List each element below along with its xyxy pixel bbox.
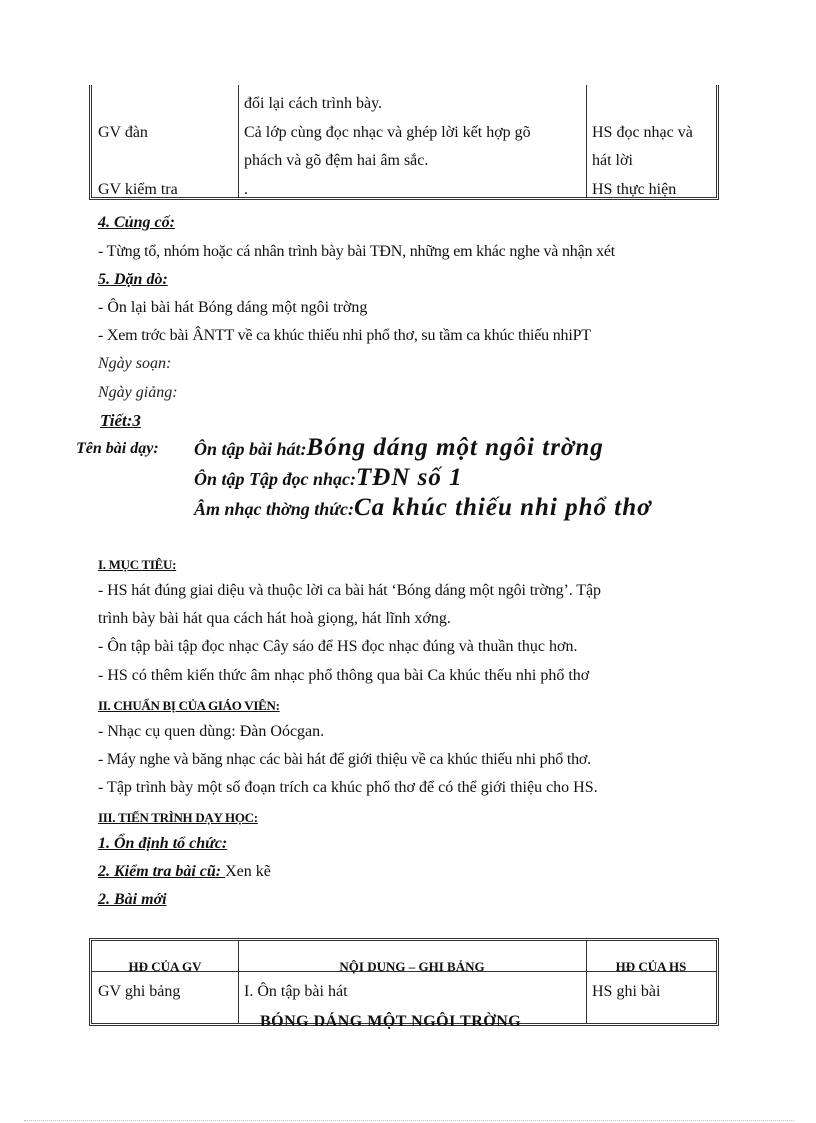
top-col2-line1: đổi lại cách trình bày. (244, 95, 383, 112)
kiem-tra-row (98, 863, 271, 881)
dan-do-heading: 5. Dặn dò: (98, 271, 168, 288)
muc-tieu-line-2: trình bày bài hát qua cách hát hoà giọng, hát lĩnh xớng. (98, 610, 451, 627)
kiem-tra-value: Xen kẽ (225, 863, 271, 880)
top-col1-line1: GV đàn (98, 124, 148, 141)
ngay-giang: Ngày giảng: (98, 384, 178, 401)
chuan-bi-line-3: - Tập trình bày một số đoạn trích ca khúc phổ thơ để có thể giới thiệu cho HS. (98, 779, 598, 796)
bottom-table (89, 938, 719, 1030)
lesson-row-1-title: Bóng dáng một ngôi trờng (306, 434, 604, 461)
top-table-divider-1 (238, 85, 239, 197)
top-col1-line2: GV kiểm tra (98, 181, 178, 198)
lesson-row-3-title: Ca khúc thiếu nhi phổ thơ (353, 494, 652, 521)
header-noi-dung: NỘI DUNG – GHI BẢNG (339, 959, 485, 974)
lesson-row-2 (194, 464, 463, 492)
lesson-row-1-prefix: Ôn tập bài hát: (194, 439, 307, 459)
muc-tieu-line-4: - HS có thêm kiến thức âm nhạc phổ thông qua bài Ca khúc thếu nhi phổ thơ (98, 667, 590, 684)
muc-tieu-line-3: - Ôn tập bài tập đọc nhạc Cây sáo để HS đọc nhạc đúng và thuần thục hơn. (98, 638, 578, 655)
bottom-col1-text: GV ghi bảng (98, 983, 181, 1000)
lesson-row-2-title: TĐN số 1 (356, 464, 463, 491)
lesson-row-3 (194, 494, 652, 522)
kiem-tra-heading: 2. Kiểm tra bài cũ: (98, 863, 226, 880)
top-table (89, 85, 719, 200)
lesson-label: Tên bài dạy: (76, 440, 159, 457)
muc-tieu-line-1: - HS hát đúng giai diệu và thuộc lời ca bài hát ‘Bóng dáng một ngôi trờng’. Tập (98, 582, 601, 599)
page-footer-dotted-line (24, 1120, 794, 1121)
tiet-label: Tiết:3 (100, 411, 141, 430)
cung-co-heading: 4. Củng cố: (98, 214, 175, 231)
header-hd-hs: HĐ CỦA HS (615, 959, 687, 974)
top-col3-line3: HS thực hiện (592, 181, 677, 198)
cung-co-text: - Từng tổ, nhóm hoặc cá nhân trình bày bài TĐN, những em khác nghe và nhận xét (98, 243, 616, 260)
bai-moi-heading: 2. Bài mới (98, 891, 167, 908)
on-dinh-heading: 1. Ổn định tổ chức: (98, 835, 228, 852)
dan-do-item-1: - Ôn lại bài hát Bóng dáng một ngôi trờng (98, 299, 368, 316)
tien-trinh-heading: III. TIẾN TRÌNH DẠY HỌC: (98, 810, 258, 825)
muc-tieu-heading: I. MỤC TIÊU: (98, 557, 177, 572)
dan-do-item-2: - Xem trớc bài ÂNTT về ca khúc thiếu nhi phổ thơ, su tầm ca khúc thiếu nhiPT (98, 327, 591, 344)
top-col2-line3: phách và gõ đệm hai âm sắc. (244, 152, 429, 169)
ngay-soan: Ngày soạn: (98, 355, 172, 372)
top-col2-line2: Cả lớp cùng đọc nhạc và ghép lời kết hợp gõ (244, 124, 531, 141)
top-table-divider-2 (586, 85, 587, 197)
top-col3-line1: HS đọc nhạc và (592, 124, 693, 141)
top-col2-line4: . (244, 181, 248, 198)
bottom-col2-caption: BÓNG DÁNG MỘT NGÔI TRỜNG (260, 1013, 522, 1030)
bottom-col2-line1: I. Ôn tập bài hát (244, 983, 348, 1000)
lesson-row-1 (194, 434, 604, 462)
top-col3-line2: hát lời (592, 152, 633, 169)
header-hd-gv: HĐ CỦA GV (128, 959, 202, 974)
chuan-bi-heading: II. CHUẨN BỊ CỦA GIÁO VIÊN: (98, 698, 280, 713)
chuan-bi-line-1: - Nhạc cụ quen dùng: Đàn Oócgan. (98, 723, 325, 740)
bottom-col3-text: HS ghi bài (592, 983, 661, 1000)
chuan-bi-line-2: - Máy nghe và băng nhạc các bài hát để giới thiệu về ca khúc thiếu nhi phổ thơ. (98, 751, 591, 768)
lesson-row-3-prefix: Âm nhạc thờng thức: (194, 499, 354, 519)
lesson-row-2-prefix: Ôn tập Tập đọc nhạc: (194, 469, 356, 489)
